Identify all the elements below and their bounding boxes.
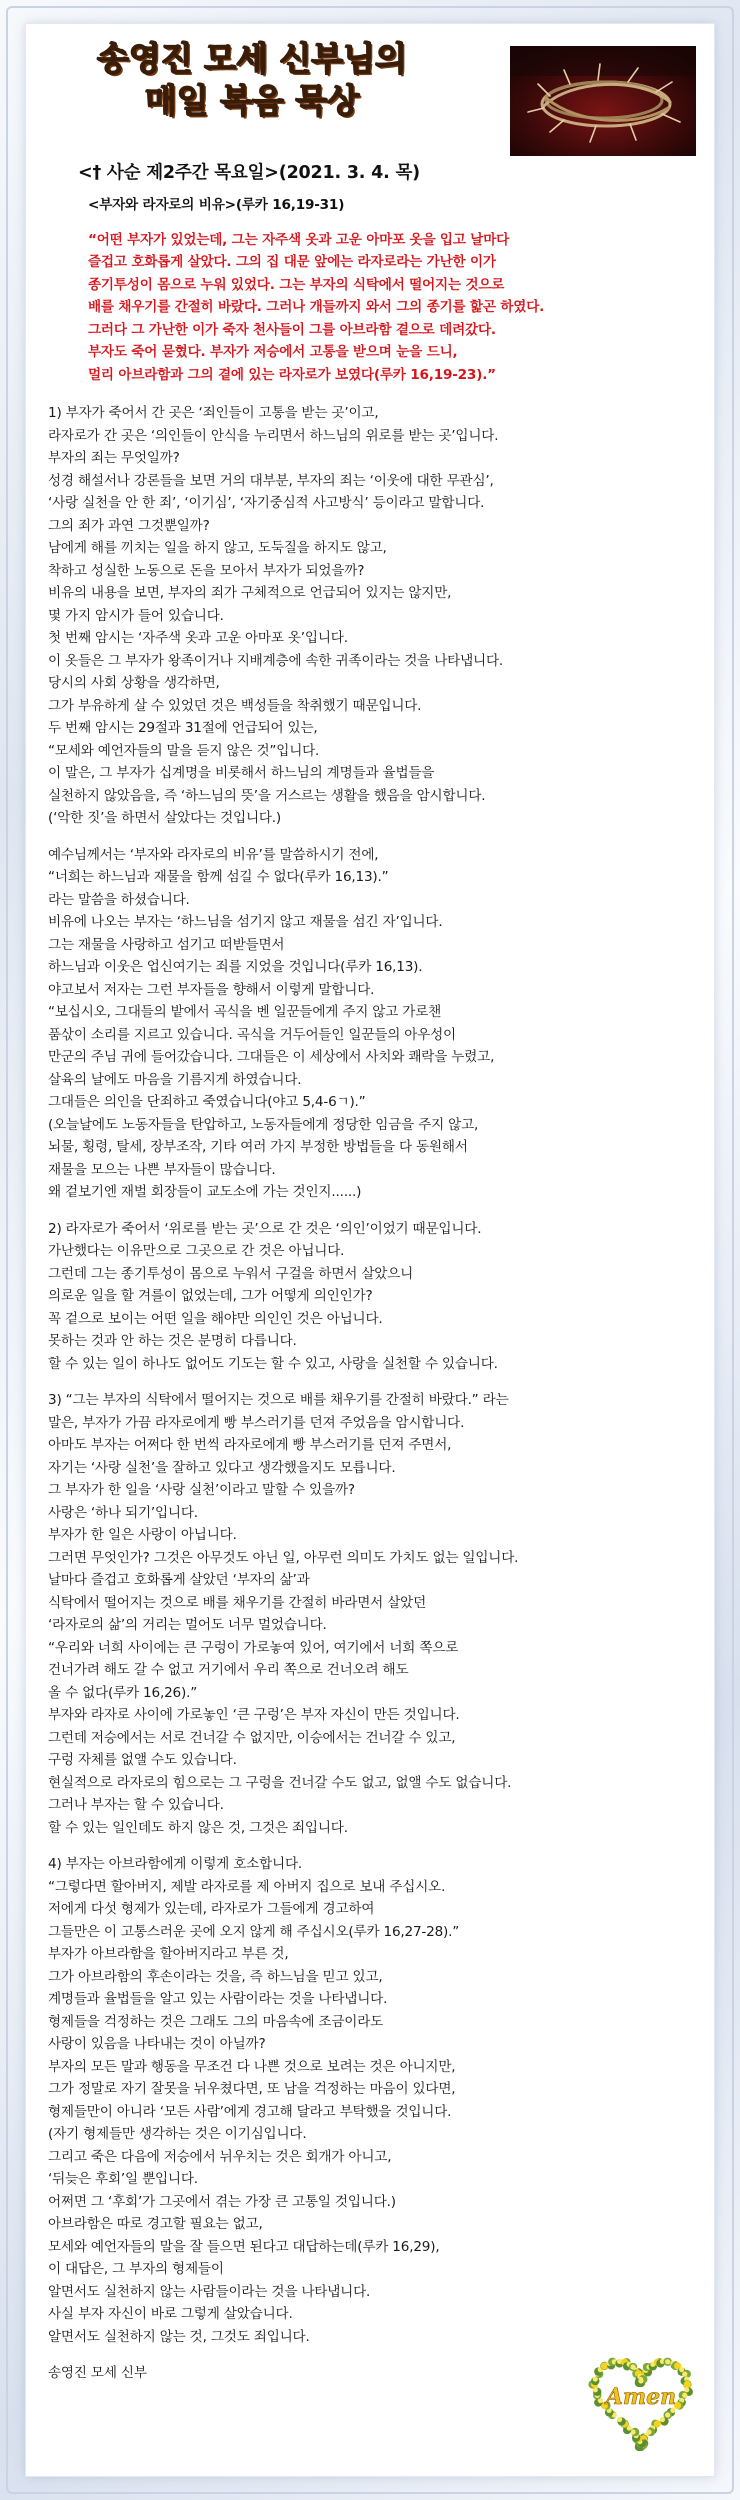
paragraph-line: “보십시오, 그대들의 밭에서 곡식을 벤 일꾼들에게 주지 않고 가로챈 (48, 1004, 442, 1020)
paragraph-line: 저에게 다섯 형제가 있는데, 라자로가 그들에게 경고하여 (48, 1901, 375, 1917)
paragraph-line: 성경 해설서나 강론들을 보면 거의 대부분, 부자의 죄는 ‘이웃에 대한 무관심’, (48, 472, 494, 489)
paragraph-line: 아마도 부자는 어쩌다 한 번씩 라자로에게 빵 부스러기를 던져 주면서, (48, 1437, 452, 1453)
paragraph-line: 날마다 즐겁고 호화롭게 살았던 ‘부자의 삶’과 (48, 1572, 310, 1588)
paragraph-line: 못하는 것과 안 하는 것은 분명히 다릅니다. (48, 1333, 297, 1349)
paragraph-line: 구렁 자체를 없앨 수도 있습니다. (48, 1752, 237, 1768)
wreath-flower (660, 2417, 665, 2422)
paragraph-line: (자기 형제들만 생각하는 것은 이기심입니다. (48, 2126, 307, 2142)
paragraph-line: 그런데 그는 종기투성이 몸으로 누워서 구걸을 하면서 살았으니 (48, 1265, 414, 1282)
wreath-flower (617, 2417, 622, 2422)
paragraph-line: 당시의 사회 상황을 생각하면, (48, 675, 220, 691)
paragraph-line: 그들만은 이 고통스러운 곳에 오지 않게 해 주십시오(루카 16,27-28).” (48, 1923, 460, 1940)
paragraph-line: 4) 부자는 아브라함에게 이렇게 호소합니다. (48, 1856, 302, 1872)
paragraph-line: 알면서도 실천하지 않는 사람들이라는 것을 나타냅니다. (48, 2283, 371, 2300)
wreath-flower (684, 2381, 691, 2388)
paragraph-line: 그 부자가 한 일을 ‘사랑 실천’이라고 말할 수 있을까? (48, 1482, 355, 1498)
paragraph-line: 착하고 성실한 노동으로 돈을 모아서 부자가 되었을까? (48, 562, 365, 579)
reflection-paragraph (48, 1853, 698, 2348)
paragraph-line: 두 번째 암시는 29절과 31절에 언급되어 있는, (48, 720, 318, 736)
paragraph-line: 그대들은 의인을 단죄하고 죽였습니다(야고 5,4-6ㄱ).” (48, 1094, 366, 1110)
paragraph-line: 의로운 일을 할 겨를이 없었는데, 그가 어떻게 의인인가? (48, 1288, 373, 1304)
paragraph-line: 그런데 저승에서는 서로 건너갈 수 없지만, 이승에서는 건너갈 수 있고, (48, 1729, 456, 1746)
paragraph-line: 그가 부유하게 살 수 있었던 것은 백성들을 착취했기 때문입니다. (48, 697, 422, 714)
wreath-flower (679, 2367, 684, 2372)
paragraph-line: (‘악한 짓’을 하면서 살았다는 것입니다.) (48, 810, 282, 826)
paragraph-line: 부자의 모든 말과 행동을 무조건 다 나쁜 것으로 보려는 것은 아니지만, (48, 2058, 456, 2075)
paragraph-line: 라자로가 간 곳은 ‘의인들이 안식을 누리면서 하느님의 위로를 받는 곳’입니다. (48, 427, 499, 444)
reflection-paragraph (48, 844, 698, 1204)
reflection-paragraph (48, 402, 698, 830)
paragraph-line: 사랑이 있음을 나타내는 것이 아닐까? (48, 2036, 266, 2052)
paragraph-line: 만군의 주님 귀에 들어갔습니다. 그대들은 이 세상에서 사치와 쾌락을 누렸고, (48, 1049, 495, 1065)
paragraph-line: 하느님과 이웃은 업신여기는 죄를 지었을 것입니다(루카 16,13). (48, 959, 423, 975)
wreath-flower (638, 2378, 643, 2383)
author-signature: 송영진 모세 신부 (48, 2365, 147, 2381)
paragraph-line: 이 대답은, 그 부자의 형제들이 (48, 2261, 224, 2277)
paragraph-line: 살육의 날에도 마음을 기름지게 하였습니다. (48, 1071, 302, 1088)
paragraph-line: 첫 번째 암시는 ‘자주색 옷과 고운 아마포 옷’입니다. (48, 630, 348, 646)
paragraph-line: 식탁에서 떨어지는 것으로 배를 채우기를 간절히 바라면서 살았던 (48, 1594, 426, 1611)
quote-line: 그러다 그 가난한 이가 죽자 천사들이 그를 아브라함 곁으로 데려갔다. (88, 321, 496, 338)
wreath-flower (665, 2412, 670, 2417)
title-line-2: 매일 복음 묵상 (144, 81, 360, 120)
paragraph-line: 품삯이 소리를 지르고 있습니다. 곡식을 거두어들인 일꾼들의 아우성이 (48, 1026, 456, 1043)
paragraph-line: 그의 죄가 과연 그것뿐일까? (48, 517, 210, 534)
paragraph-line: 남에게 해를 끼치는 일을 하지 않고, 도둑질을 하지도 않고, (48, 540, 387, 556)
paragraph-line: 모세와 예언자들의 말을 잘 들으면 된다고 대답하는데(루카 16,29), (48, 2238, 440, 2255)
paragraph-line: 아브라함은 따로 경고할 필요는 없고, (48, 2216, 263, 2232)
title-line-1: 송영진 모세 신부님의 (97, 39, 407, 78)
paragraph-line: 3) “그는 부자의 식탁에서 떨어지는 것으로 배를 채우기를 간절히 바랐다.” 라는 (48, 1392, 509, 1408)
paragraph-line: “그렇다면 할아버지, 제발 라자로를 제 아버지 집으로 보내 주십시오. (48, 1878, 446, 1895)
paragraph-line: 그가 정말로 자기 잘못을 뉘우쳤다면, 또 남을 걱정하는 마음이 있다면, (48, 2081, 456, 2097)
meditation-body (48, 160, 698, 2385)
paragraph-line: (오늘날에도 노동자들을 탄압하고, 노동자들에게 정당한 임금을 주지 않고, (48, 1116, 479, 1133)
paragraph-line: 그는 재물을 사랑하고 섬기고 떠받들면서 (48, 936, 285, 953)
paragraph-line: ‘라자로의 삶’의 거리는 멀어도 너무 멀었습니다. (48, 1617, 327, 1633)
date-heading: <† 사순 제2주간 목요일>(2021. 3. 4. 목) (78, 163, 420, 183)
paragraph-line: 꼭 겉으로 보이는 어떤 일을 해야만 의인인 것은 아닙니다. (48, 1310, 383, 1327)
amen-heart-wreath-image (588, 2342, 694, 2460)
paragraph-line: 예수님께서는 ‘부자와 라자로의 비유’를 말씀하시기 전에, (48, 846, 379, 863)
wreath-flower (682, 2393, 687, 2398)
paragraph-line: 이 말은, 그 부자가 십계명을 비롯해서 하느님의 계명들과 율법들을 (48, 765, 435, 781)
paragraph-line: “모세와 예언자들의 말을 듣지 않은 것”입니다. (48, 742, 320, 759)
paragraph-line: 올 수 없다(루카 16,26).” (48, 1684, 198, 1701)
paragraph-line: ‘사랑 실천을 안 한 죄’, ‘이기심’, ‘자기중심적 사고방식’ 등이라고 말합니다. (48, 495, 485, 511)
amen-text: Amen (605, 2384, 677, 2410)
paragraph-line: 형제들만이 아니라 ‘모든 사람’에게 경고해 달라고 부탁했을 것입니다. (48, 2103, 452, 2120)
paragraph-line: 어쩌면 그 ‘후회’가 그곳에서 겪는 가장 큰 고통일 것입니다.) (48, 2193, 396, 2210)
reflection-paragraph (48, 1389, 698, 1839)
paragraph-line: 형제들을 걱정하는 것은 그래도 그의 마음속에 조금이라도 (48, 2013, 384, 2030)
paragraph-line: 할 수 있는 일인데도 하지 않은 것, 그것은 죄입니다. (48, 1819, 348, 1836)
paragraph-line: 계명들과 율법들을 알고 있는 사람이라는 것을 나타냅니다. (48, 1991, 388, 2007)
paragraph-line: 이 옷들은 그 부자가 왕족이거나 지배계층에 속한 귀족이라는 것을 나타냅니다. (48, 652, 504, 669)
paragraph-line: 부자가 아브라함을 할아버지라고 부른 것, (48, 1946, 289, 1962)
paragraph-line: 할 수 있는 일이 하나도 없어도 기도는 할 수 있고, 사랑을 실천할 수 있습니다. (48, 1355, 498, 1372)
wreath-flower (665, 2359, 670, 2364)
paragraph-line: 그러면 무엇인가? 그것은 아무것도 아닌 일, 아무런 의미도 가치도 없는 일입니다. (48, 1549, 519, 1566)
gospel-reference: <부자와 라자로의 비유>(루카 16,19-31) (88, 197, 345, 213)
paragraph-line: 라는 말씀을 하셨습니다. (48, 891, 190, 908)
paragraph-line: 현실적으로 라자로의 힘으로는 그 구렁을 건너갈 수도 없고, 없앨 수도 없습니다. (48, 1774, 512, 1791)
paragraph-line: 자기는 ‘사랑 실천’을 잘하고 있다고 생각했을지도 모릅니다. (48, 1459, 396, 1476)
quote-line: 부자도 죽어 묻혔다. 부자가 저승에서 고통을 받으며 눈을 드니, (88, 344, 458, 360)
paragraph-line: 야고보서 저자는 그런 부자들을 향해서 이렇게 말합니다. (48, 981, 375, 998)
quote-line: “어떤 부자가 있었는데, 그는 자주색 옷과 고운 아마포 옷을 입고 날마다 (88, 231, 510, 248)
paragraph-line: 그가 아브라함의 후손이라는 것을, 즉 하느님을 믿고 있고, (48, 1968, 383, 1985)
paragraph-line: 건너가려 해도 갈 수 없고 거기에서 우리 쪽으로 건너오려 해도 (48, 1662, 409, 1678)
paragraph-line: 그러나 부자는 할 수 있습니다. (48, 1797, 224, 1813)
paragraph-line: 사실 부자 자신이 바로 그렇게 살았습니다. (48, 2306, 293, 2322)
wreath-flower (682, 2371, 687, 2376)
quote-line: 종기투성이 몸으로 누워 있었다. 그는 부자의 식탁에서 떨어지는 것으로 (88, 276, 505, 293)
gospel-quote (88, 229, 698, 387)
page-title (72, 38, 432, 122)
reflection-paragraph (48, 1218, 698, 1376)
paragraph-line: “우리와 너희 사이에는 큰 구렁이 가로놓여 있어, 여기에서 너희 쪽으로 (48, 1639, 459, 1656)
paragraph-line: 가난했다는 이유만으로 그곳으로 간 것은 아닙니다. (48, 1243, 345, 1259)
paragraph-line: ‘뒤늦은 후회’일 뿐입니다. (48, 2171, 198, 2187)
paragraph-line: 그리고 죽은 다음에 저승에서 뉘우치는 것은 회개가 아니고, (48, 2148, 392, 2165)
paragraph-line: 알면서도 실천하지 않는 것, 그것도 죄입니다. (48, 2328, 310, 2345)
paragraph-line: 실천하지 않았음을, 즉 ‘하느님의 뜻’을 거스르는 생활을 했음을 암시합니다. (48, 787, 486, 804)
quote-line: 배를 채우기를 간절히 바랐다. 그러나 개들까지 와서 그의 종기를 핥곤 하였다. (88, 299, 545, 315)
paragraph-line: 비유의 내용을 보면, 부자의 죄가 구체적으로 언급되어 있지는 않지만, (48, 585, 452, 601)
paragraph-line: 부자와 라자로 사이에 가로놓인 ‘큰 구렁’은 부자 자신이 만든 것입니다. (48, 1707, 460, 1723)
crown-of-thorns-image (510, 46, 696, 156)
paragraph-line: 뇌물, 횡령, 탈세, 장부조작, 기타 여러 가지 부정한 방법들을 다 동원해서 (48, 1139, 468, 1155)
reflection-paragraphs (48, 402, 698, 2348)
paragraph-line: 왜 겉보기엔 재벌 회장들이 교도소에 가는 것인지......) (48, 1184, 362, 1200)
quote-line: 즐겁고 호화롭게 살았다. 그의 집 대문 앞에는 라자로라는 가난한 이가 (88, 254, 496, 270)
paragraph-line: 부자가 한 일은 사랑이 아닙니다. (48, 1527, 237, 1543)
paragraph-line: 재물을 모으는 나쁜 부자들이 많습니다. (48, 1161, 276, 1178)
paragraph-line: 말은, 부자가 가끔 라자로에게 빵 부스러기를 던져 주었음을 암시합니다. (48, 1414, 465, 1431)
paragraph-line: “너희는 하느님과 재물을 함께 섬길 수 없다(루카 16,13).” (48, 869, 389, 885)
paragraph-line: 비유에 나오는 부자는 ‘하느님을 섬기지 않고 재물을 섬긴 자’입니다. (48, 914, 443, 930)
paragraph-line: 1) 부자가 죽어서 간 곳은 ‘죄인들이 고통을 받는 곳’이고, (48, 405, 379, 421)
quote-line: 멀리 아브라함과 그의 곁에 있는 라자로가 보였다(루카 16,19-23).” (88, 366, 496, 383)
paragraph-line: 몇 가지 암시가 들어 있습니다. (48, 607, 224, 624)
paragraph-line: 사랑은 ‘하나 되기’입니다. (48, 1504, 198, 1521)
paragraph-line: 2) 라자로가 죽어서 ‘위로를 받는 곳’으로 간 것은 ‘의인’이었기 때문입니다. (48, 1220, 482, 1237)
paragraph-line: 부자의 죄는 무엇일까? (48, 450, 180, 466)
